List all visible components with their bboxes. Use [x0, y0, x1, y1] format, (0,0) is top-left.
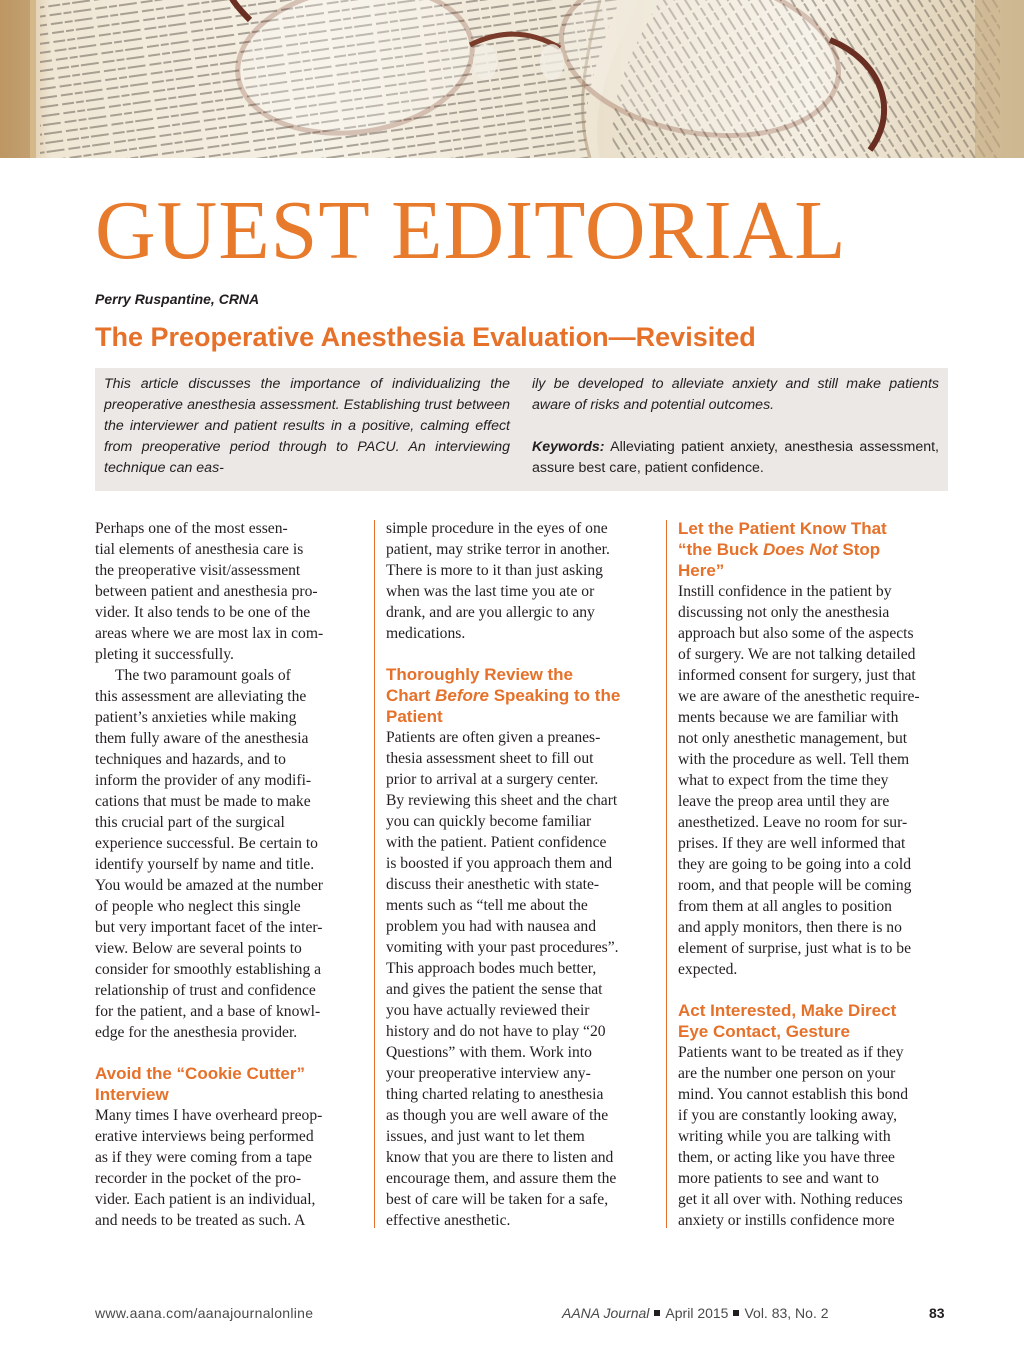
text-line: as if they were coming from a tape: [95, 1149, 312, 1166]
heading-line: Act Interested, Make Direct: [678, 1001, 897, 1020]
text-line: between patient and anesthesia pro-: [95, 583, 318, 600]
column-divider-2: [666, 520, 667, 1228]
text-line: them fully aware of the anesthesia: [95, 730, 309, 747]
keywords: [532, 437, 939, 479]
text-line: vomiting with your past procedures”.: [386, 939, 619, 956]
text-line: mind. You cannot establish this bond: [678, 1086, 909, 1103]
heading-emphasis: Does Not: [763, 540, 838, 559]
text-line: cations that must be made to make: [95, 793, 311, 810]
text-line: history and do not have to play “20: [386, 1023, 606, 1040]
text-line: expected.: [678, 961, 738, 978]
heading-act-interested: [678, 1000, 950, 1042]
text-line: Patients are often given a preanes-: [386, 729, 601, 746]
text-line: prior to arrival at a surgery center.: [386, 771, 599, 788]
text-line: pleting it successfully.: [95, 646, 234, 663]
abstract-text-left: This article discusses the importance of individualizing the preoperative anesthesia assessment. Establishing trust between the interviewer and patient results in a positive, calming effect from preoperative period through to PACU. An interviewing technique can eas-: [104, 376, 510, 476]
heading-line: Let the Patient Know That: [678, 519, 887, 538]
text-line: the preoperative visit/assessment: [95, 562, 301, 579]
text-line: view. Below are several points to: [95, 940, 302, 957]
heading-emphasis: Before: [435, 686, 489, 705]
text-line: your preoperative interview any-: [386, 1065, 591, 1082]
text-line: The two paramount goals of: [115, 667, 291, 684]
text-line: informed consent for surgery, just that: [678, 667, 916, 684]
text-line: patient, may strike terror in another.: [386, 541, 610, 558]
heading-line: Patient: [386, 707, 443, 726]
text-line: of surgery. We are not talking detailed: [678, 646, 916, 663]
text-line: are the number one person on your: [678, 1065, 896, 1082]
text-line: if you are constantly looking away,: [678, 1107, 897, 1124]
text-line: room, and that people will be coming: [678, 877, 912, 894]
text-line: prises. If they are well informed that: [678, 835, 906, 852]
text-line: anxiety or instills confidence more: [678, 1212, 895, 1229]
paragraph-intro: [95, 518, 363, 665]
text-line: what to expect from the time they: [678, 772, 889, 789]
text-line: relationship of trust and confidence: [95, 982, 316, 999]
text-line: and gives the patient the sense that: [386, 981, 603, 998]
text-line: inform the provider of any modifi-: [95, 772, 312, 789]
keywords-text: Alleviating patient anxiety, anesthesia assessment, assure best care, patient confidence.: [532, 439, 939, 476]
text-line: when was the last time you ate or: [386, 583, 595, 600]
text-line: and apply monitors, then there is no: [678, 919, 902, 936]
text-line: more patients to see and want to: [678, 1170, 879, 1187]
issue-date: April 2015: [665, 1305, 729, 1321]
text-line: is boosted if you approach them and: [386, 855, 613, 872]
footer-citation: [562, 1305, 829, 1321]
text-line: and needs to be treated as such. A: [95, 1212, 306, 1229]
text-line: vider. It also tends to be one of the: [95, 604, 311, 621]
text-line: get it all over with. Nothing reduces: [678, 1191, 903, 1208]
text-line: Instill confidence in the patient by: [678, 583, 892, 600]
text-line: techniques and hazards, and to: [95, 751, 286, 768]
text-line: of people who neglect this single: [95, 898, 301, 915]
heading-buck-stop: [678, 518, 950, 581]
text-line: medications.: [386, 625, 466, 642]
text-line: element of surprise, just what is to be: [678, 940, 911, 957]
text-line: problem you had with nausea and: [386, 918, 597, 935]
text-line: edge for the anesthesia provider.: [95, 1024, 298, 1041]
text-line: experience successful. Be certain to: [95, 835, 318, 852]
text-line: discussing not only the anesthesia: [678, 604, 890, 621]
author-byline: Perry Ruspantine, CRNA: [95, 291, 260, 307]
paragraph-goals: [95, 665, 363, 1043]
body-column-2: [386, 518, 658, 1231]
text-line: By reviewing this sheet and the chart: [386, 792, 618, 809]
text-line: ments because we are familiar with: [678, 709, 899, 726]
abstract-box: [95, 368, 948, 491]
journal-name: AANA Journal: [562, 1305, 650, 1321]
text-line: erative interviews being performed: [95, 1128, 314, 1145]
paragraph-review-chart: [386, 727, 658, 1231]
text-line: thesia assessment sheet to fill out: [386, 750, 594, 767]
text-line: but very important facet of the inter-: [95, 919, 323, 936]
text-line: writing while you are talking with: [678, 1128, 891, 1145]
text-line: Perhaps one of the most essen-: [95, 520, 288, 537]
volume-number: Vol. 83, No. 2: [744, 1305, 829, 1321]
book-glasses-illustration: [0, 0, 1024, 158]
text-line: identify yourself by name and title.: [95, 856, 315, 873]
page-number: 83: [929, 1305, 945, 1321]
text-line: issues, and just want to let them: [386, 1128, 585, 1145]
heading-line: Thoroughly Review the: [386, 665, 574, 684]
text-line: we are aware of the anesthetic require-: [678, 688, 920, 705]
text-line: drank, and are you allergic to any: [386, 604, 595, 621]
text-line: There is more to it than just asking: [386, 562, 603, 579]
text-line: with the procedure as well. Tell them: [678, 751, 910, 768]
body-column-1: [95, 518, 363, 1231]
text-line: thing charted relating to anesthesia: [386, 1086, 604, 1103]
heading-line: Chart Before Speaking to the: [386, 686, 621, 705]
text-line: effective anesthetic.: [386, 1212, 511, 1229]
text-line: Patients want to be treated as if they: [678, 1044, 904, 1061]
text-line: tial elements of anesthesia care is: [95, 541, 304, 558]
text-line: discuss their anesthetic with state-: [386, 876, 600, 893]
text-line: recorder in the pocket of the pro-: [95, 1170, 302, 1187]
body-column-3: [678, 518, 950, 1231]
text-line: you have actually reviewed their: [386, 1002, 590, 1019]
text-line: them, or acting like you have three: [678, 1149, 895, 1166]
heading-line: Here”: [678, 561, 725, 580]
text-line: vider. Each patient is an individual,: [95, 1191, 316, 1208]
text-line: anesthetized. Leave no room for sur-: [678, 814, 908, 831]
header-photo-book-and-glasses: [0, 0, 1024, 158]
text-line: as though you are well aware of the: [386, 1107, 609, 1124]
text-line: this crucial part of the surgical: [95, 814, 285, 831]
text-line: simple procedure in the eyes of one: [386, 520, 608, 537]
abstract-right-column: [532, 374, 939, 479]
text-line: Many times I have overheard preop-: [95, 1107, 323, 1124]
paragraph-act-interested: [678, 1042, 950, 1231]
heading-line: Interview: [95, 1085, 169, 1104]
text-line: know that you are there to listen and: [386, 1149, 614, 1166]
heading-cookie-cutter: [95, 1063, 363, 1105]
section-title: GUEST EDITORIAL: [95, 184, 847, 277]
abstract-text-right: ily be developed to alleviate anxiety and still make patients aware of risks and potential outcomes.: [532, 376, 939, 413]
text-line: they are going to be going into a cold: [678, 856, 911, 873]
heading-line: Eye Contact, Gesture: [678, 1022, 850, 1041]
text-line: not only anesthetic management, but: [678, 730, 908, 747]
heading-line: Avoid the “Cookie Cutter”: [95, 1064, 305, 1083]
text-line: encourage them, and assure them the: [386, 1170, 617, 1187]
text-line: patient’s anxieties while making: [95, 709, 297, 726]
paragraph-buck-stop: [678, 581, 950, 980]
text-line: you can quickly become familiar: [386, 813, 592, 830]
text-line: with the patient. Patient confidence: [386, 834, 607, 851]
keywords-label: Keywords:: [532, 439, 605, 455]
heading-review-chart: [386, 664, 658, 727]
paragraph-cookie-cutter: [95, 1105, 363, 1231]
column-divider-1: [374, 520, 375, 1228]
text-line: This approach bodes much better,: [386, 960, 597, 977]
footer-url: www.aana.com/aanajournalonline: [95, 1305, 314, 1321]
text-line: You would be amazed at the number: [95, 877, 323, 894]
text-line: this assessment are alleviating the: [95, 688, 307, 705]
text-line: areas where we are most lax in com-: [95, 625, 324, 642]
text-line: approach but also some of the aspects: [678, 625, 914, 642]
paragraph-continued: [386, 518, 658, 644]
text-line: for the patient, and a base of knowl-: [95, 1003, 321, 1020]
heading-line: “the Buck Does Not Stop: [678, 540, 881, 559]
text-line: Questions” with them. Work into: [386, 1044, 592, 1061]
text-line: best of care will be taken for a safe,: [386, 1191, 609, 1208]
article-title: The Preoperative Anesthesia Evaluation—Revisited: [95, 322, 756, 352]
text-line: ments such as “tell me about the: [386, 897, 588, 914]
text-line: from them at all angles to position: [678, 898, 892, 915]
text-line: leave the preop area until they are: [678, 793, 890, 810]
text-line: consider for smoothly establishing a: [95, 961, 322, 978]
